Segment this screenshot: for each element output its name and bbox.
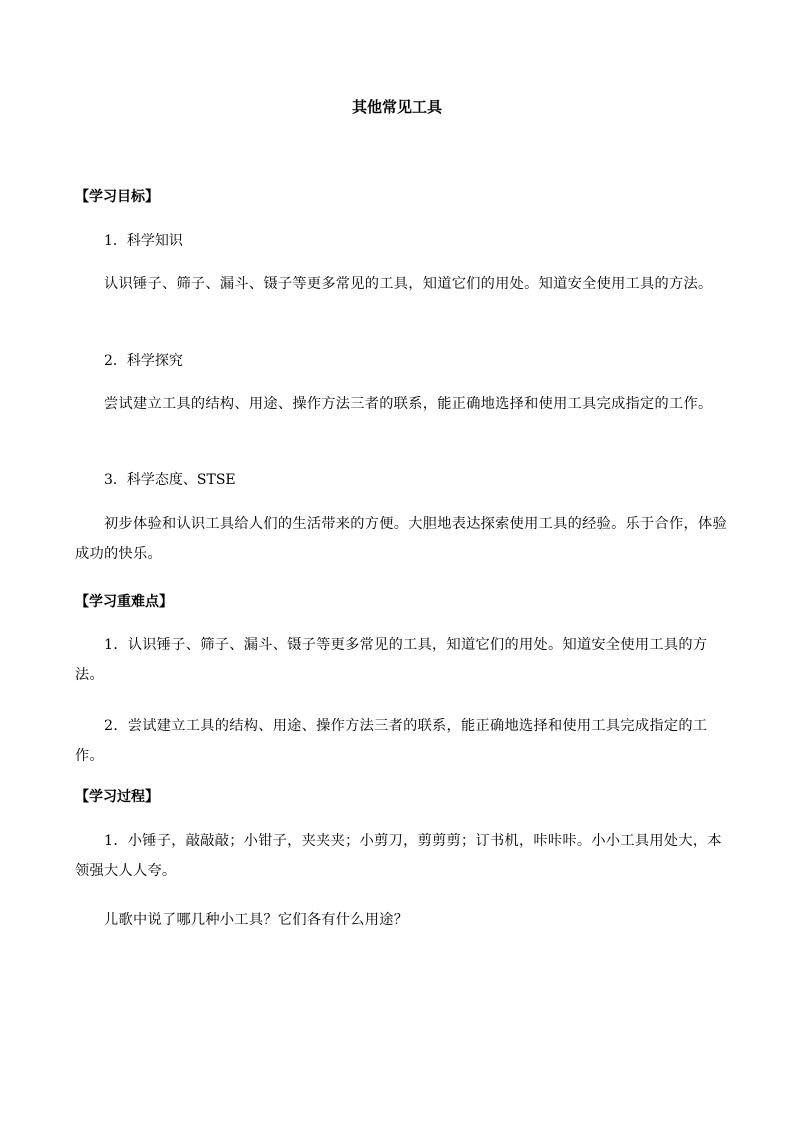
goal-paragraph-knowledge: 认识锤子、筛子、漏斗、镊子等更多常见的工具，知道它们的用处。知道安全使用工具的方法。 <box>104 276 713 292</box>
key-point-paragraph-2: 2．尝试建立工具的结构、用途、操作方法三者的联系，能正确地选择和使用工具完成指定的工作。 <box>75 718 708 764</box>
page-title: 其他常见工具 <box>351 98 442 116</box>
process-paragraph-rhyme: 1．小锤子，敲敲敲；小钳子，夹夹夹；小剪刀，剪剪剪；订书机，咔咔咔。小小工具用处大，本领强大人人夸。 <box>75 833 722 879</box>
goal-paragraph-attitude: 初步体验和认识工具给人们的生活带来的方便。大胆地表达探索使用工具的经验。乐于合作，体验成功的快乐。 <box>75 516 727 562</box>
heading-learning-process: 【学习过程】 <box>75 789 159 805</box>
process-paragraph-question: 儿歌中说了哪几种小工具？它们各有什么用途？ <box>104 912 409 928</box>
goal-item-science-knowledge: 1．科学知识 <box>104 233 183 249</box>
goal-paragraph-inquiry: 尝试建立工具的结构、用途、操作方法三者的联系，能正确地选择和使用工具完成指定的工作。 <box>104 396 713 412</box>
key-point-paragraph-1: 1．认识锤子、筛子、漏斗、镊子等更多常见的工具，知道它们的用处。知道安全使用工具的方法。 <box>75 637 708 683</box>
heading-key-points: 【学习重难点】 <box>75 594 173 610</box>
heading-learning-goals: 【学习目标】 <box>75 189 159 205</box>
goal-item-science-attitude: 3．科学态度、STSE <box>104 472 236 488</box>
goal-item-science-inquiry: 2．科学探究 <box>104 353 183 369</box>
